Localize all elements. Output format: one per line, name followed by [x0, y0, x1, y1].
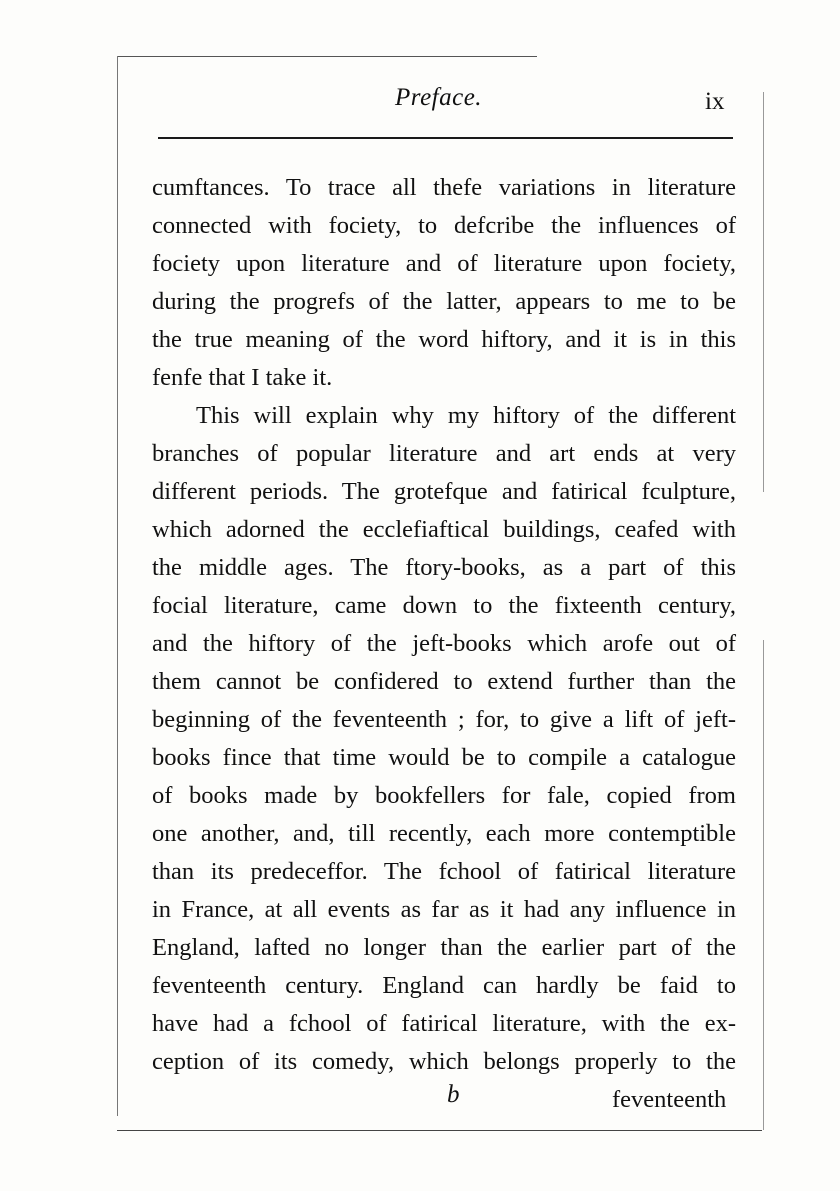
- text-line: and the hiftory of the jeft-books which arofe out of: [152, 630, 736, 657]
- running-head-title: Preface.: [395, 84, 483, 111]
- right-margin-line: [763, 92, 764, 492]
- text-line: focial literature, came down to the fixteenth century,: [152, 592, 736, 619]
- right-margin-line-lower: [763, 640, 764, 1130]
- page-number: ix: [705, 88, 725, 115]
- text-line: books fince that time would be to compile a catalogue: [152, 744, 736, 771]
- text-line: cumftances. To trace all thefe variations in literature: [152, 174, 736, 201]
- top-frame-line: [117, 56, 537, 57]
- text-line: feventeenth century. England can hardly be faid to: [152, 972, 736, 999]
- left-frame-line: [117, 56, 118, 1116]
- text-line: them cannot be confidered to extend further than the: [152, 668, 736, 695]
- text-line: fenfe that I take it.: [152, 364, 333, 391]
- signature-mark: b: [447, 1081, 460, 1108]
- text-line: the true meaning of the word hiftory, and it is in this: [152, 326, 736, 353]
- text-line: of books made by bookfellers for fale, copied from: [152, 782, 736, 809]
- text-line: connected with fociety, to defcribe the influences of: [152, 212, 736, 239]
- text-line: beginning of the feventeenth ; for, to give a lift of jeft-: [152, 706, 736, 733]
- text-line: different periods. The grotefque and fatirical fculpture,: [152, 478, 736, 505]
- text-line: branches of popular literature and art ends at very: [152, 440, 736, 467]
- text-line: than its predeceffor. The fchool of fatirical literature: [152, 858, 736, 885]
- text-line: one another, and, till recently, each more contemptible: [152, 820, 736, 847]
- text-line: England, lafted no longer than the earlier part of the: [152, 934, 736, 961]
- text-line: have had a fchool of fatirical literature, with the ex-: [152, 1010, 736, 1037]
- text-line: in France, at all events as far as it had any influence in: [152, 896, 736, 923]
- text-line: the middle ages. The ftory-books, as a part of this: [152, 554, 736, 581]
- bottom-frame-line: [117, 1130, 762, 1131]
- catchword: feventeenth: [612, 1086, 727, 1113]
- text-line: which adorned the ecclefiaftical buildings, ceafed with: [152, 516, 736, 543]
- text-line: during the progrefs of the latter, appears to me to be: [152, 288, 736, 315]
- paragraph-start-line: This will explain why my hiftory of the different: [196, 402, 736, 429]
- text-line: ception of its comedy, which belongs properly to the: [152, 1048, 736, 1075]
- body-text: [152, 169, 736, 1081]
- header-rule[interactable]: [158, 137, 733, 139]
- text-line: fociety upon literature and of literature upon fociety,: [152, 250, 736, 277]
